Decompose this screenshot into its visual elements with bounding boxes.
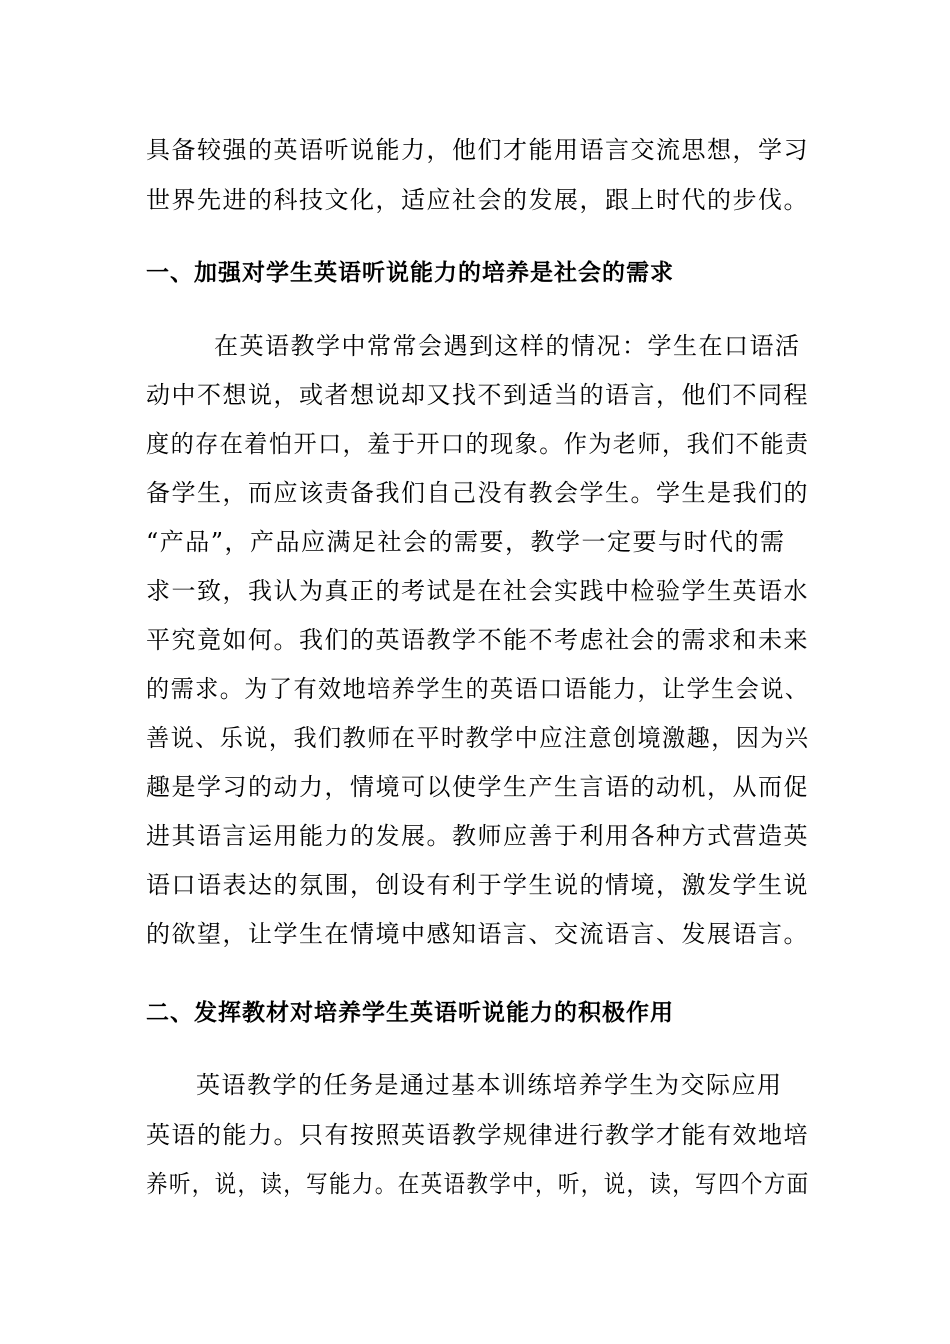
section-1-line-12: 语口语表达的氛围，创设有利于学生说的情境，激发学生说 [146, 871, 809, 899]
section-1-line-8: 的需求。为了有效地培养学生的英语口语能力，让学生会说、 [146, 675, 810, 703]
intro-line-2: 世界先进的科技文化，适应社会的发展，跟上时代的步伐。 [146, 186, 809, 214]
section-1-line-13: 的欲望，让学生在情境中感知语言、交流语言、发展语言。 [146, 920, 809, 948]
section-2-line-3: 养听，说，读，写能力。在英语教学中，听，说，读，写四个方面 [146, 1170, 810, 1198]
intro-line-1: 具备较强的英语听说能力，他们才能用语言交流思想，学习 [146, 136, 809, 164]
section-1-heading: 一、加强对学生英语听说能力的培养是社会的需求 [146, 260, 674, 286]
section-1-line-3: 度的存在着怕开口，羞于开口的现象。作为老师，我们不能责 [146, 430, 810, 458]
section-2-heading: 二、发挥教材对培养学生英语听说能力的积极作用 [146, 1000, 674, 1026]
section-2-line-2: 英语的能力。只有按照英语教学规律进行教学才能有效地培 [146, 1121, 809, 1149]
section-1-line-9: 善说、乐说，我们教师在平时教学中应注意创境激趣，因为兴 [146, 724, 810, 752]
section-1-line-6: 求一致，我认为真正的考试是在社会实践中检验学生英语水 [146, 577, 809, 605]
section-1-line-7: 平究竟如何。我们的英语教学不能不考虑社会的需求和未来 [146, 626, 809, 654]
section-1-line-11: 进其语言运用能力的发展。教师应善于利用各种方式营造英 [146, 822, 809, 850]
section-1-line-10: 趣是学习的动力，情境可以使学生产生言语的动机，从而促 [146, 773, 809, 801]
section-1-line-5: “产品”，产品应满足社会的需要，教学一定要与时代的需 [146, 528, 786, 556]
section-1-line-4: 备学生，而应该责备我们自己没有教会学生。学生是我们的 [146, 479, 809, 507]
section-1-line-1: 在英语教学中常常会遇到这样的情况：学生在口语活 [214, 332, 801, 360]
section-1-line-2: 动中不想说，或者想说却又找不到适当的语言，他们不同程 [146, 381, 809, 409]
section-2-line-1: 英语教学的任务是通过基本训练培养学生为交际应用 [196, 1071, 783, 1099]
